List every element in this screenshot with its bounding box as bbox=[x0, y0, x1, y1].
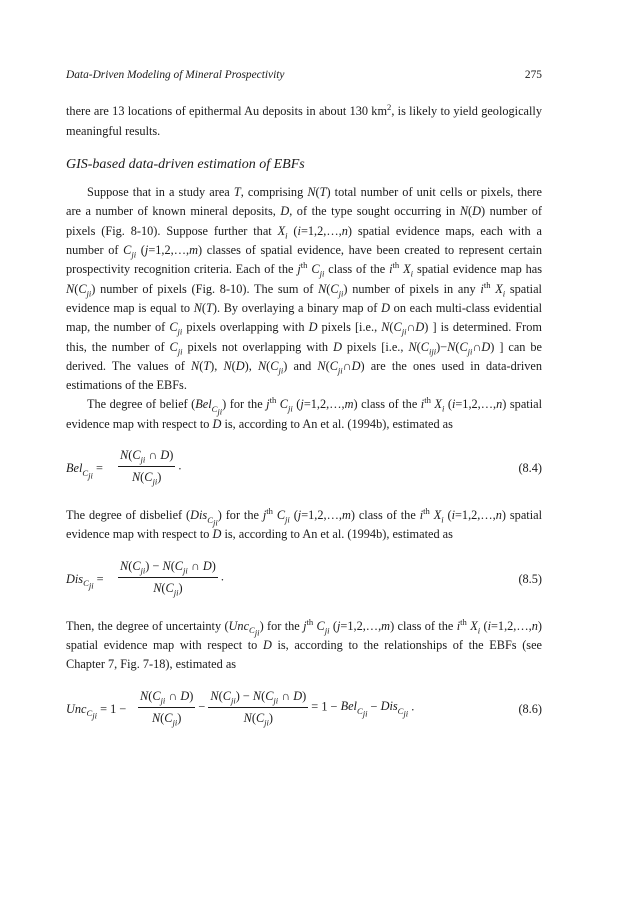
page-content bbox=[66, 66, 542, 747]
equation-number: (8.4) bbox=[518, 461, 542, 476]
paragraph-disbelief: The degree of disbelief (Dis$_{C_{ji}}$) for the $j^{th}$ $C_{ji}$ (j=1,2,…,m) class of the $i^{th}$ $X_i$ (i=1,2,…,n) spatial evidence map with respect to D is, according to An et al. (1994b), estimated as bbox=[66, 505, 542, 542]
paragraph-belief: The degree of belief (Bel$_{C_{ji}}$) for the $j^{th}$ $C_{ji}$ (j=1,2,…,m) class of the $i^{th}$ $X_i$ (i=1,2,…,n) spatial evidence map with respect to D is, according to An et al. (1994b), estimated as bbox=[66, 395, 542, 431]
page-number: 275 bbox=[524, 69, 542, 81]
equation-8-6: Unc$_{C_{ji}}$ = 1 − $\frac{N(C_{ji} \cap D)}{N(C_{ji})}$ − $\frac{N(C_{ji}) - N(C_{ji} \cap D)}{N(C_{ji})}$ = 1 − Bel$_{C_{ji}}$ − Dis$_{C_{ji}}$ . (8.6) bbox=[66, 688, 542, 728]
paragraph-setup: Suppose that in a study area T, comprising N(T) total number of unit cells or pixels, there are a number of known mineral deposits, D, of the type sought occurring in N(D) number of pixels (Fig. 8-10). Suppose further that $X_i$ (i=1,2,…,n) spatial evidence maps, each with a number of $C_{ji}$ (j=1,2,…,m) classes of spatial evidence, have been created to represent certain prospectivity recognition criteria. Each of the $j^{th}$ $C_{ji}$ class of the $i^{th}$ $X_i$ spatial evidence map has $N(C_{ji})$ number of pixels (Fig. 8-10). The sum of $N(C_{ji})$ number of pixels in any $i^{th}$ $X_i$ spatial evidence map is equal to N(T). By overlaying a binary map of D on each multi-class evidential map, the number of $C_{ji}$ pixels overlapping with D pixels [i.e., $N(C_{ji}\cap D)$ ] is determined. From this, the number of $C_{ji}$ pixels not overlapping with D pixels [i.e., $N(C_{iji})-N(C_{ji}\cap D)$ ] can be derived. The values of N(T), N(D), $N(C_{ji})$ and $N(C_{ji}\cap D)$ are the ones used in data-driven estimations of the EBFs. bbox=[66, 185, 543, 393]
equation-8-5: Dis$_{C_{ji}}$ = $\frac{N(C_{ji}) - N(C_{ji} \cap D)}{N(C_{ji})}$ . (8.5) bbox=[66, 558, 542, 598]
paragraph-continuation: there are 13 locations of epithermal Au deposits in about 130 $km^2$, is likely to yield geologically meaningful results. bbox=[66, 102, 542, 138]
running-header bbox=[66, 66, 542, 85]
paragraph-uncertainty: Then, the degree of uncertainty (Unc$_{C_{ji}}$) for the $j^{th}$ $C_{ji}$ (j=1,2,…,m) class of the $i^{th}$ $X_i$ (i=1,2,…,n) spatial evidence map with respect to D is, according to the relationships of the EBFs (see Chapter 7, Fig. 7-18), estimated as bbox=[66, 616, 543, 672]
running-title: Data-Driven Modeling of Mineral Prospectivity bbox=[66, 69, 285, 81]
section-heading: GIS-based data-driven estimation of EBFs bbox=[66, 156, 305, 172]
equation-8-4: Bel$_{C_{ji}}$ = $\frac{N(C_{ji} \cap D)}{N(C_{ji})}$ . (8.4) bbox=[66, 448, 542, 487]
equation-number: (8.6) bbox=[518, 701, 542, 716]
equation-number: (8.5) bbox=[518, 571, 542, 586]
